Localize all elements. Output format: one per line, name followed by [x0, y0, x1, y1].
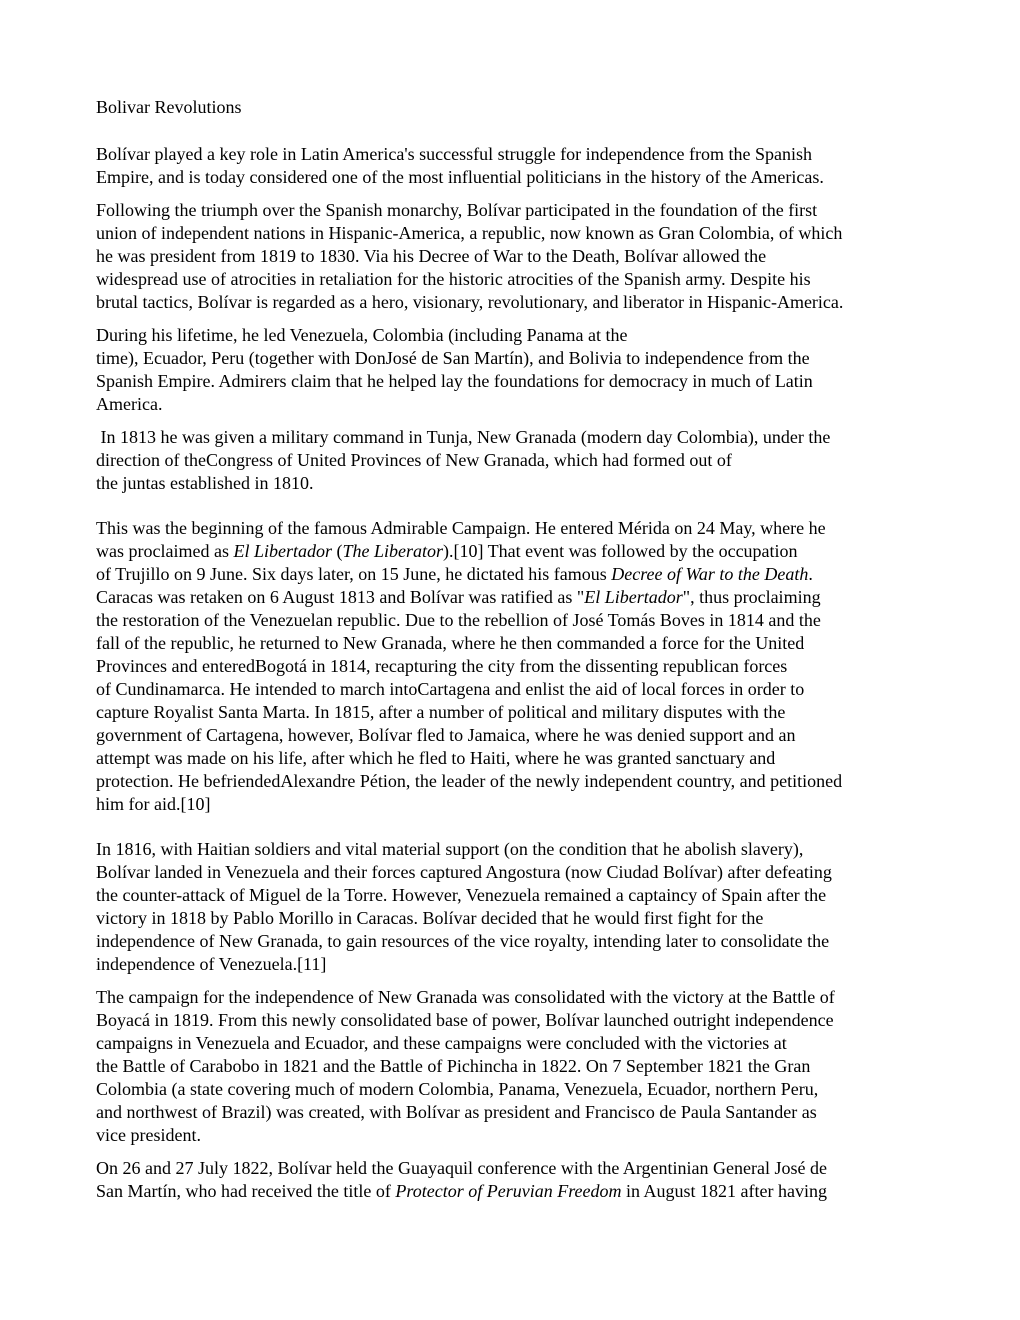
text-line: Colombia (a state covering much of modern Colombia, Panama, Venezuela, Ecuador, northern Peru, [96, 1079, 819, 1099]
text-line: and northwest of Brazil) was created, with Bolívar as president and Francisco de Paula Santander as [96, 1102, 817, 1122]
document-paragraphs [96, 143, 843, 1203]
text-line: government of Cartagena, however, Bolívar fled to Jamaica, where he was denied support and an [96, 725, 796, 745]
paragraph [96, 838, 843, 976]
text-line: America. [96, 394, 163, 414]
text-line: time), Ecuador, Peru (together with DonJosé de San Martín), and Bolivia to independence from the [96, 348, 810, 368]
text-segment: ).[10] That event was followed by the occupation [442, 541, 798, 561]
text-segment: ( [331, 541, 343, 561]
text-segment: was proclaimed as [96, 541, 234, 561]
text-line: the restoration of the Venezuelan republic. Due to the rebellion of José Tomás Boves in 1814 and the [96, 610, 821, 630]
paragraph [96, 517, 843, 816]
document-title: Bolivar Revolutions [96, 97, 242, 117]
text-line [96, 540, 843, 563]
text-line: the juntas established in 1810. [96, 473, 314, 493]
text-segment: of Trujillo on 9 June. Six days later, on 15 June, he dictated his famous [96, 564, 612, 584]
text-line [96, 1180, 843, 1203]
text-line: capture Royalist Santa Marta. In 1815, after a number of political and military disputes with the [96, 702, 786, 722]
text-line: independence of New Granada, to gain resources of the vice royalty, intending later to consolidate the [96, 931, 830, 951]
text-line: In 1813 he was given a military command in Tunja, New Granada (modern day Colombia), under the [96, 427, 831, 447]
text-line: the counter-attack of Miguel de la Torre. However, Venezuela remained a captaincy of Spain after the [96, 885, 827, 905]
italic-text: El Libertador [233, 541, 332, 561]
text-line: In 1816, with Haitian soldiers and vital material support (on the condition that he abolish slavery), [96, 839, 804, 859]
text-line [96, 586, 843, 609]
text-line: During his lifetime, he led Venezuela, Colombia (including Panama at the [96, 325, 628, 345]
paragraph [96, 143, 843, 189]
text-line: independence of Venezuela.[11] [96, 954, 327, 974]
text-line: vice president. [96, 1125, 201, 1145]
text-segment: San Martín, who had received the title of [96, 1181, 396, 1201]
text-line: victory in 1818 by Pablo Morillo in Caracas. Bolívar decided that he would first fight for the [96, 908, 764, 928]
text-line: widespread use of atrocities in retaliation for the historic atrocities of the Spanish army. Despite his [96, 269, 811, 289]
text-line: On 26 and 27 July 1822, Bolívar held the Guayaquil conference with the Argentinian General José de [96, 1158, 827, 1178]
text-line: Bolívar played a key role in Latin America's successful struggle for independence from the Spanish [96, 144, 813, 164]
text-line: campaigns in Venezuela and Ecuador, and these campaigns were concluded with the victories at [96, 1033, 787, 1053]
text-line: fall of the republic, he returned to New Granada, where he then commanded a force for the United [96, 633, 805, 653]
text-line: The campaign for the independence of New Granada was consolidated with the victory at the Battle of [96, 987, 835, 1007]
italic-text: Protector of Peruvian Freedom [395, 1181, 622, 1201]
paragraph [96, 986, 843, 1147]
italic-text: El Libertador [584, 587, 683, 607]
text-line: This was the beginning of the famous Admirable Campaign. He entered Mérida on 24 May, where he [96, 518, 826, 538]
text-line: brutal tactics, Bolívar is regarded as a hero, visionary, revolutionary, and liberator in Hispanic-America. [96, 292, 844, 312]
text-line: Following the triumph over the Spanish monarchy, Bolívar participated in the foundation of the first [96, 200, 818, 220]
paragraph [96, 1157, 843, 1203]
text-line: Bolívar landed in Venezuela and their forces captured Angostura (now Ciudad Bolívar) after defeating [96, 862, 832, 882]
text-line: the Battle of Carabobo in 1821 and the Battle of Pichincha in 1822. On 7 September 1821 the Gran [96, 1056, 811, 1076]
paragraph [96, 199, 843, 314]
text-segment: Caracas was retaken on 6 August 1813 and Bolívar was ratified as " [96, 587, 585, 607]
text-segment: in August 1821 after having [621, 1181, 828, 1201]
text-segment: . [808, 564, 813, 584]
text-line: Provinces and enteredBogotá in 1814, recapturing the city from the dissenting republican forces [96, 656, 788, 676]
text-line: of Cundinamarca. He intended to march intoCartagena and enlist the aid of local forces in order to [96, 679, 805, 699]
text-line: Spanish Empire. Admirers claim that he helped lay the foundations for democracy in much of Latin [96, 371, 813, 391]
text-line: he was president from 1819 to 1830. Via his Decree of War to the Death, Bolívar allowed the [96, 246, 767, 266]
text-line: Boyacá in 1819. From this newly consolidated base of power, Bolívar launched outright independence [96, 1010, 834, 1030]
italic-text: Decree of War to the Death [611, 564, 809, 584]
text-line: him for aid.[10] [96, 794, 211, 814]
text-line: attempt was made on his life, after which he fled to Haiti, where he was granted sanctuary and [96, 748, 776, 768]
italic-text: The Liberator [342, 541, 443, 561]
paragraph [96, 324, 843, 416]
text-segment: ", thus proclaiming [682, 587, 821, 607]
text-line [96, 563, 843, 586]
text-line: direction of theCongress of United Provinces of New Granada, which had formed out of [96, 450, 732, 470]
document-body [96, 96, 843, 1203]
text-line: Empire, and is today considered one of the most influential politicians in the history of the Americas. [96, 167, 824, 187]
text-line: protection. He befriendedAlexandre Pétion, the leader of the newly independent country, and petitioned [96, 771, 843, 791]
paragraph [96, 426, 843, 495]
text-line: union of independent nations in Hispanic-America, a republic, now known as Gran Colombia, of which [96, 223, 843, 243]
